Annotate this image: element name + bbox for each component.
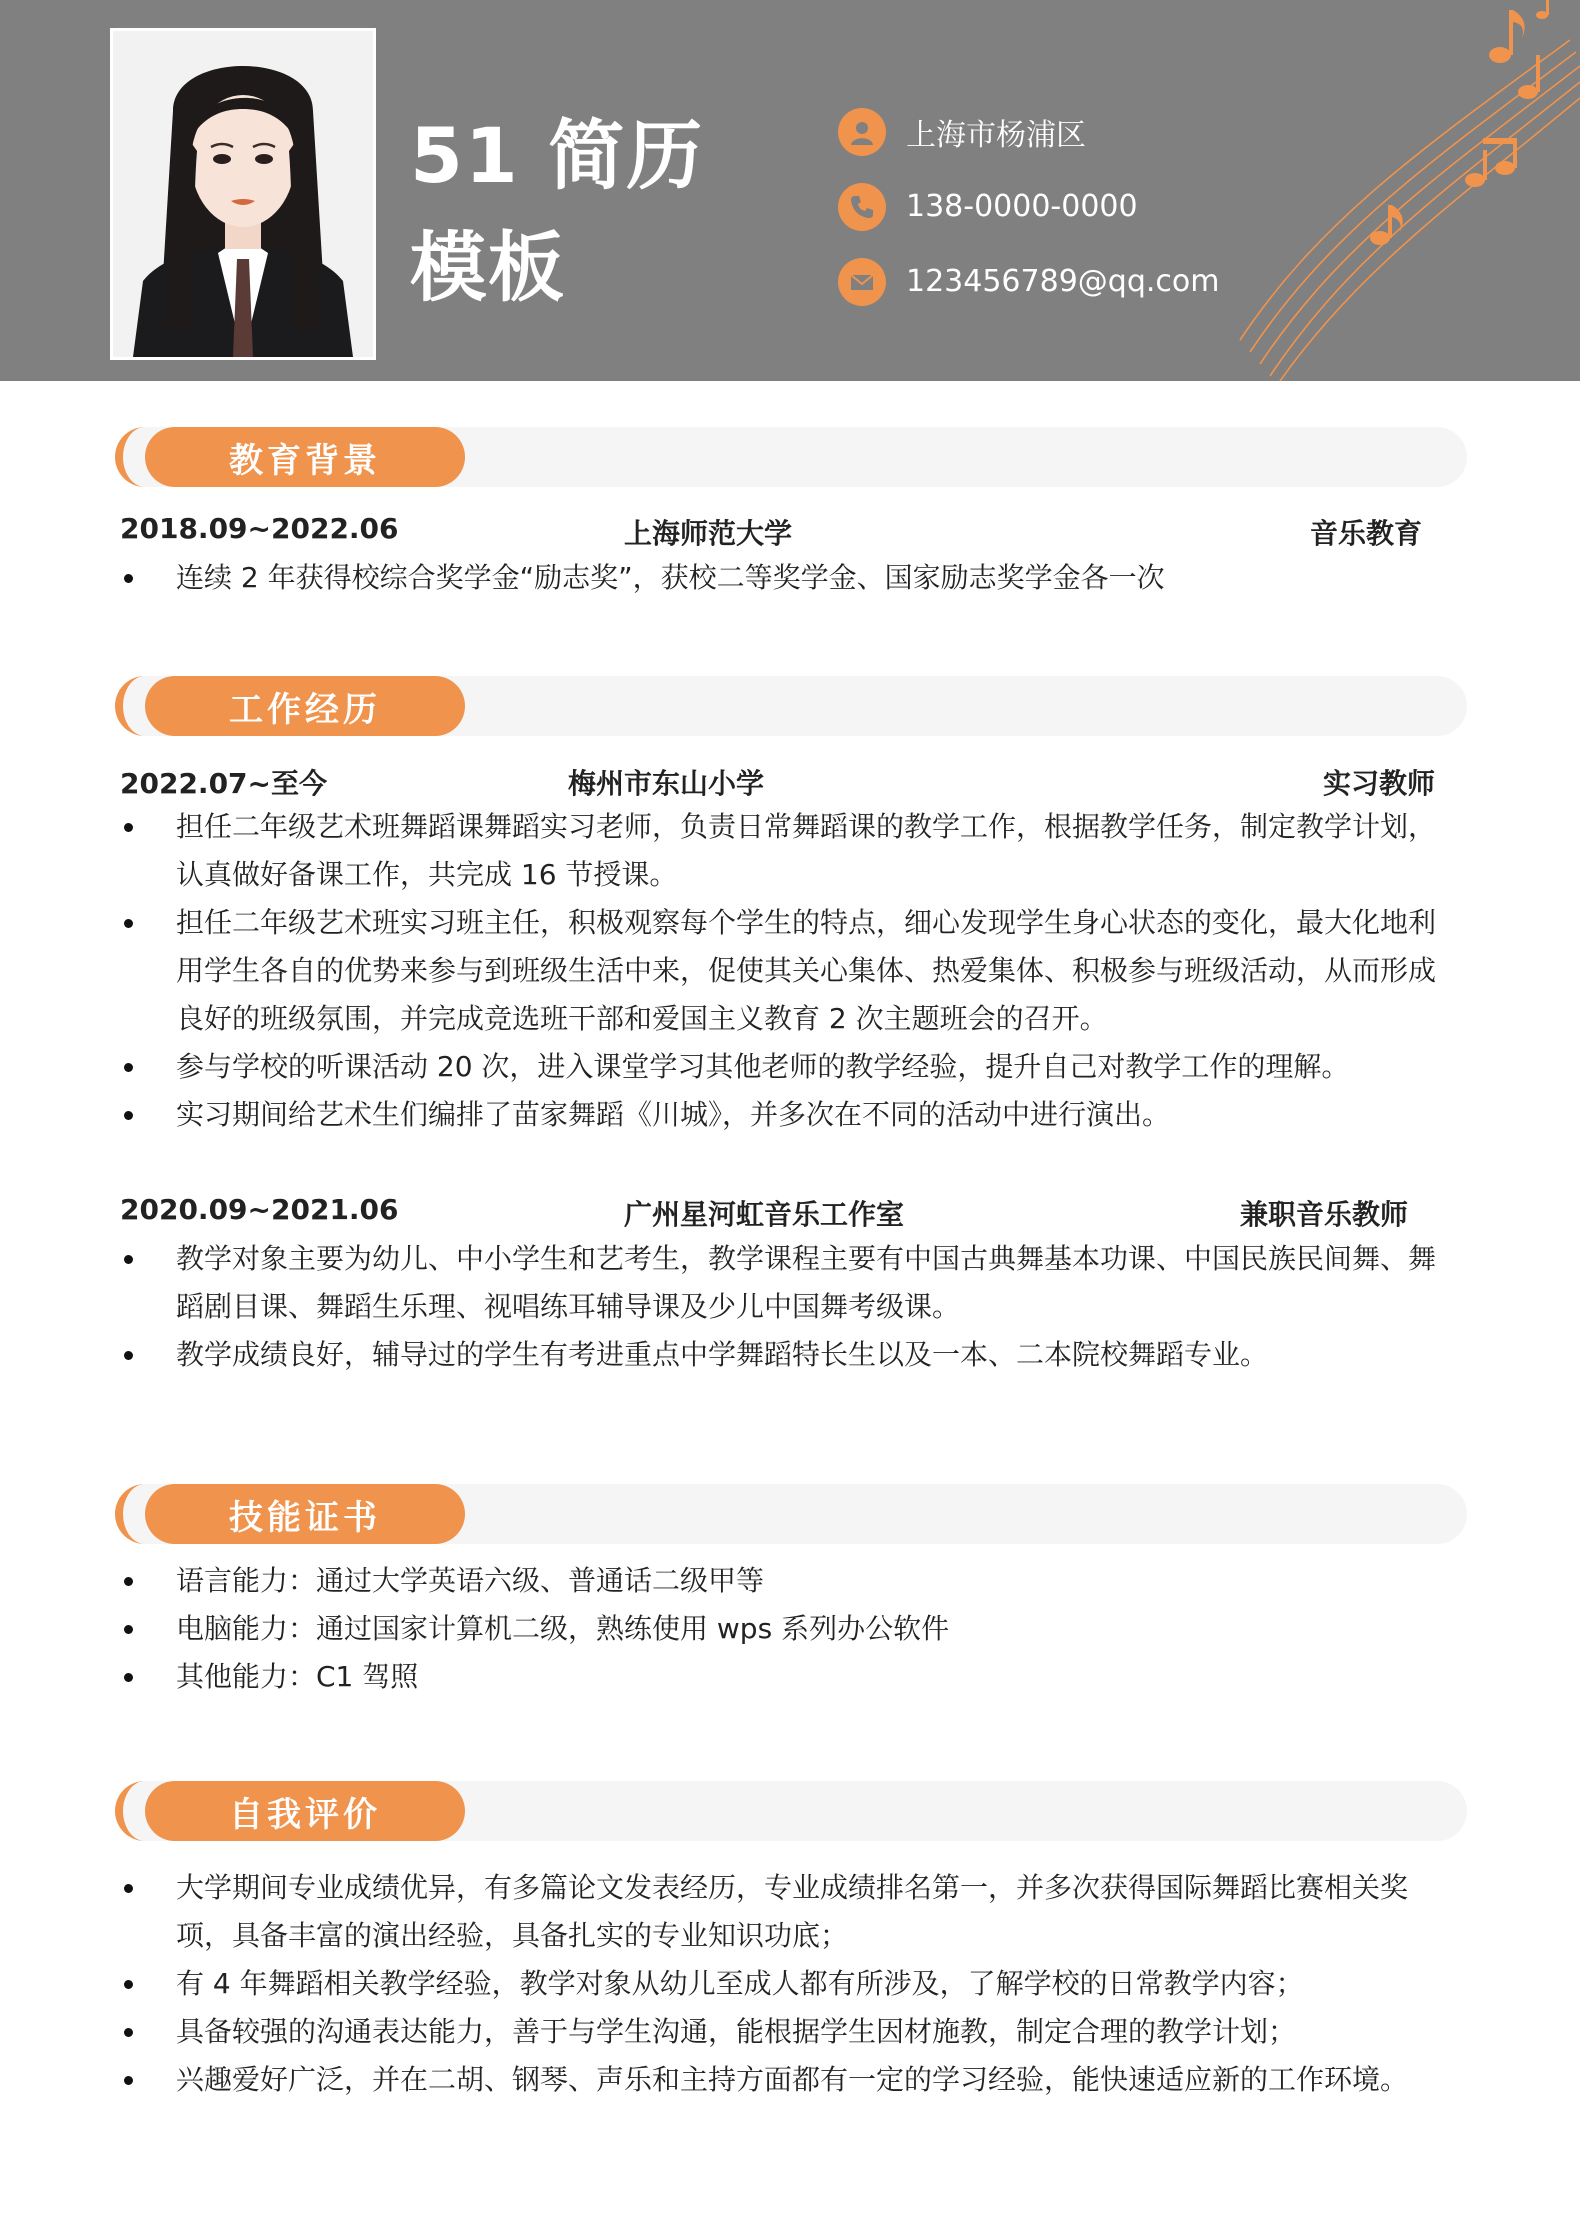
list-item: 参与学校的听课活动 20 次，进入课堂学习其他老师的教学经验，提升自己对教学工作的理解。 — [120, 1043, 1450, 1091]
address-text: 上海市杨浦区 — [906, 117, 1086, 153]
list-item: 具备较强的沟通表达能力，善于与学生沟通，能根据学生因材施教，制定合理的教学计划； — [120, 2008, 1450, 2056]
email-text: 123456789@qq.com — [906, 264, 1220, 299]
contact-address — [838, 94, 1219, 169]
list-item: 兴趣爱好广泛，并在二胡、钢琴、声乐和主持方面都有一定的学习经验，能快速适应新的工作环境。 — [120, 2056, 1450, 2104]
resume-header — [0, 0, 1580, 381]
job-role: 兼职音乐教师 — [1240, 1198, 1409, 1231]
list-item: 连续 2 年获得校综合奖学金“励志奖”，获校二等奖学金、国家励志奖学金各一次 — [120, 554, 1450, 602]
job-role: 实习教师 — [1323, 767, 1436, 800]
job-1-list — [120, 803, 1450, 1139]
education-list — [120, 554, 1450, 602]
list-item: 有 4 年舞蹈相关教学经验，教学对象从幼儿至成人都有所涉及，了解学校的日常教学内容； — [120, 1960, 1450, 2008]
section-header-education — [115, 427, 1467, 487]
education-date: 2018.09~2022.06 — [120, 512, 399, 545]
self-list — [120, 1864, 1450, 2104]
list-item: 语言能力：通过大学英语六级、普通话二级甲等 — [120, 1557, 1450, 1605]
section-header-skills — [115, 1484, 1467, 1544]
person-icon — [838, 108, 886, 156]
list-item: 其他能力：C1 驾照 — [120, 1653, 1450, 1701]
section-header-self — [115, 1781, 1467, 1841]
section-title-self: 自我评价 — [145, 1781, 465, 1841]
list-item: 电脑能力：通过国家计算机二级，熟练使用 wps 系列办公软件 — [120, 1605, 1450, 1653]
skills-list — [120, 1557, 1450, 1701]
job-org: 梅州市东山小学 — [568, 767, 765, 800]
job-row-1 — [120, 762, 1440, 802]
contact-list — [838, 94, 1219, 319]
section-title-education: 教育背景 — [145, 427, 465, 487]
job-row-2 — [120, 1193, 1440, 1233]
list-item: 大学期间专业成绩优异，有多篇论文发表经历，专业成绩排名第一，并多次获得国际舞蹈比赛相关奖项，具备丰富的演出经验，具备扎实的专业知识功底； — [120, 1864, 1450, 1960]
music-notes-decoration — [1200, 0, 1580, 381]
list-item: 担任二年级艺术班舞蹈课舞蹈实习老师，负责日常舞蹈课的教学工作，根据教学任务，制定教学计划，认真做好备课工作，共完成 16 节授课。 — [120, 803, 1450, 899]
resume-title: 51 简历模板 — [410, 111, 705, 312]
phone-icon — [838, 183, 886, 231]
phone-text: 138-0000-0000 — [906, 189, 1138, 224]
job-date: 2022.07~至今 — [120, 767, 327, 800]
list-item: 教学成绩良好，辅导过的学生有考进重点中学舞蹈特长生以及一本、二本院校舞蹈专业。 — [120, 1331, 1450, 1379]
contact-phone — [838, 169, 1219, 244]
section-title-work: 工作经历 — [145, 676, 465, 736]
profile-photo — [110, 28, 376, 360]
education-major: 音乐教育 — [1310, 517, 1423, 550]
job-org: 广州星河虹音乐工作室 — [624, 1198, 905, 1231]
section-header-work — [115, 676, 1467, 736]
contact-email — [838, 244, 1219, 319]
job-date: 2020.09~2021.06 — [120, 1193, 399, 1226]
section-title-skills: 技能证书 — [145, 1484, 465, 1544]
mail-icon — [838, 258, 886, 306]
education-school: 上海师范大学 — [624, 517, 793, 550]
list-item: 教学对象主要为幼儿、中小学生和艺考生，教学课程主要有中国古典舞基本功课、中国民族民间舞、舞蹈剧目课、舞蹈生乐理、视唱练耳辅导课及少儿中国舞考级课。 — [120, 1235, 1450, 1331]
list-item: 担任二年级艺术班实习班主任，积极观察每个学生的特点，细心发现学生身心状态的变化，最大化地利用学生各自的优势来参与到班级生活中来，促使其关心集体、热爱集体、积极参与班级活动，从而形成良好的班级氛围，并完成竞选班干部和爱国主义教育 2 次主题班会的召开。 — [120, 899, 1450, 1043]
education-row — [120, 512, 1440, 552]
job-2-list — [120, 1235, 1450, 1379]
list-item: 实习期间给艺术生们编排了苗家舞蹈《川城》，并多次在不同的活动中进行演出。 — [120, 1091, 1450, 1139]
